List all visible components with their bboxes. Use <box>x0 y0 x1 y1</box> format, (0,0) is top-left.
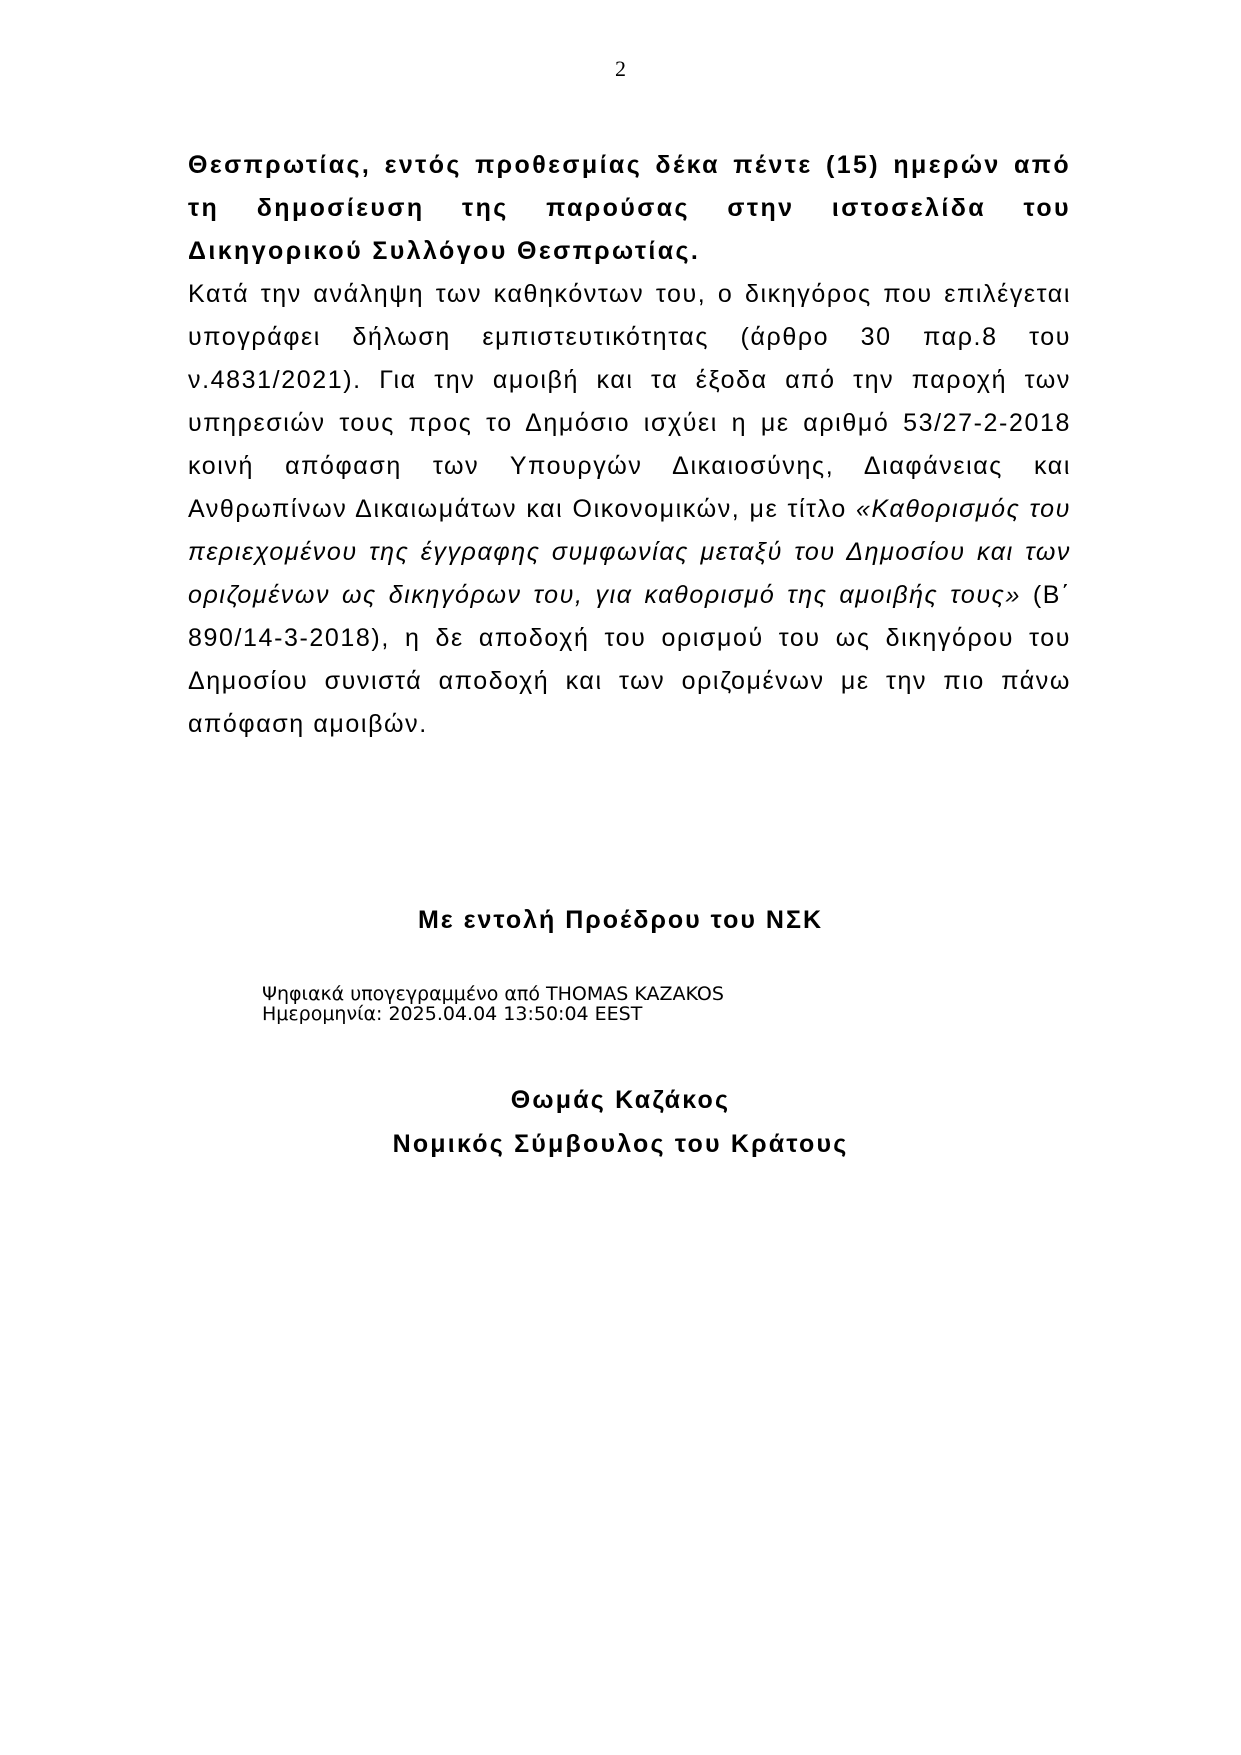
signer-name: Θωμάς Καζάκος <box>510 1086 731 1114</box>
paragraph-start-text: Κατά την ανάληψη των καθηκόντων του, ο δικηγόρος που επιλέγεται υπογράφει δήλωση εμπιστευτικότητας (άρθρο 30 παρ.8 του ν.4831/2021). Για την αμοιβή και τα έξοδα από την παροχή των υπηρεσιών τους προς το Δημόσιο ισχύει η με αριθμό 53/27-2-2018 κοινή απόφαση των Υπουργών Δικαιοσύνης, Διαφάνειας και Ανθρωπίνων Δικαιωμάτων και Οικονομικών, με τίτλο <box>188 280 1071 523</box>
intro-paragraph <box>188 144 1071 273</box>
signer-block <box>0 1078 1241 1166</box>
digital-date-line: Ημερομηνία: 2025.04.04 13:50:04 EEST <box>262 1003 643 1025</box>
fees-paragraph <box>188 273 1071 746</box>
bold-intro-text: Θεσπρωτίας, εντός προθεσμίας δέκα πέντε (15) ημερών από τη δημοσίευση της παρούσας στην ιστοσελίδα του Δικηγορικού Συλλόγου Θεσπρωτίας. <box>188 151 1071 265</box>
document-body <box>188 144 1071 746</box>
signer-title: Νομικός Σύμβουλος του Κράτους <box>392 1130 849 1158</box>
page-number: 2 <box>615 56 626 81</box>
decision-title-text: «Καθορισμός του περιεχομένου της έγγραφης συμφωνίας μεταξύ του Δημοσίου και των οριζομένων ως δικηγόρων του, για καθορισμό της αμοιβής τους» <box>188 495 1071 609</box>
paragraph-end-text: (Β΄ 890/14-3-2018), η δε αποδοχή του ορισμού του ως δικηγόρου του Δημοσίου συνιστά αποδοχή και των οριζομένων με την πιο πάνω απόφαση αμοιβών. <box>188 581 1071 738</box>
digital-signature-stamp <box>262 984 962 1024</box>
digital-signer-line: Ψηφιακά υπογεγραμμένο από THOMAS KAZAKOS <box>262 983 724 1005</box>
on-behalf-line: Με εντολή Προέδρου του ΝΣΚ <box>417 906 824 934</box>
